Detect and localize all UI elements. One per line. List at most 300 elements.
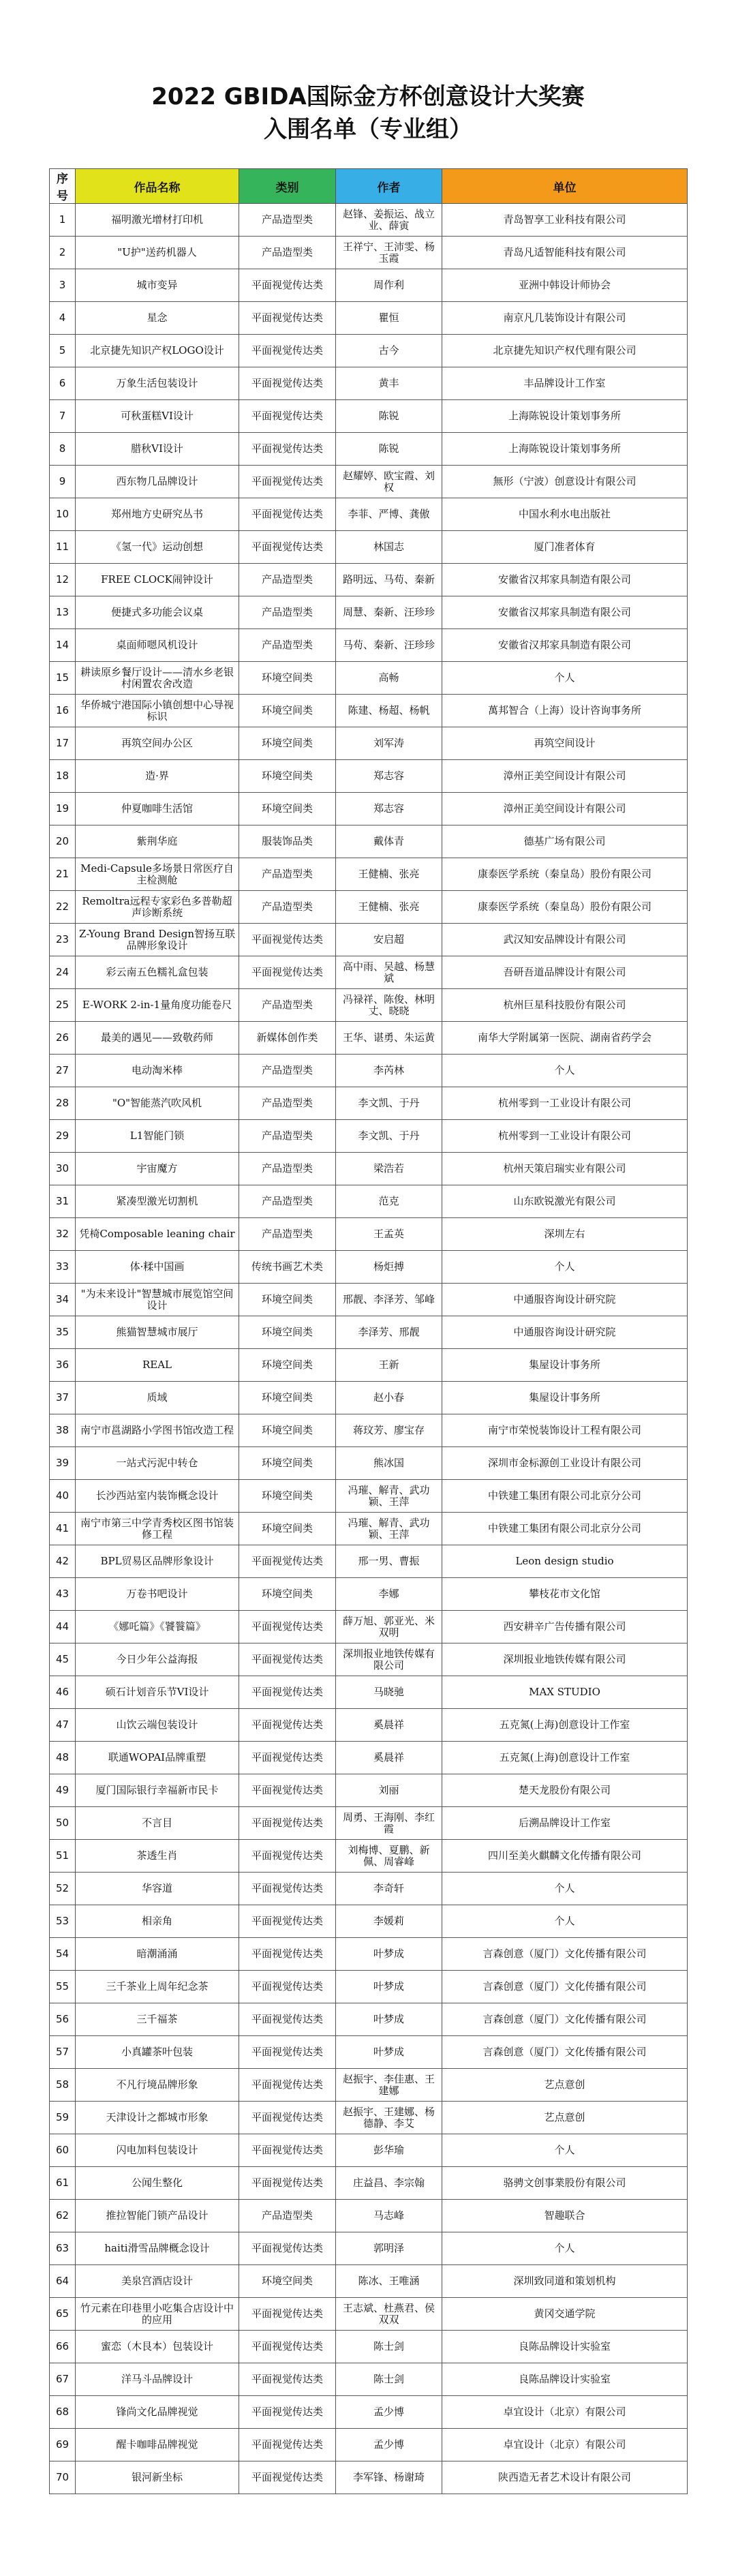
work-name: 南宁市邕湖路小学图书馆改造工程: [76, 1414, 239, 1447]
work-name: 推拉智能门锁产品设计: [76, 2200, 239, 2232]
work-name: 万卷书吧设计: [76, 1578, 239, 1611]
work-name: 北京捷先知识产权LOGO设计: [76, 335, 239, 367]
work-name: REAL: [76, 1349, 239, 1382]
category: 平面视觉传达类: [239, 1774, 336, 1807]
table-row: [50, 1284, 688, 1316]
row-number: 46: [50, 1676, 76, 1709]
category: 产品造型类: [239, 1120, 336, 1153]
unit: 西安耕辛广告传播有限公司: [442, 1611, 688, 1643]
author: 周勇、王海刚、李红霞: [336, 1807, 442, 1840]
author: 黄丰: [336, 367, 442, 400]
unit: 南华大学附属第一医院、湖南省药学会: [442, 1022, 688, 1055]
unit: 深圳致同道和策划机构: [442, 2265, 688, 2298]
header-name: 作品名称: [76, 169, 239, 204]
category: 平面视觉传达类: [239, 2429, 336, 2461]
category: 传统书画艺术类: [239, 1251, 336, 1284]
category: 平面视觉传达类: [239, 433, 336, 466]
row-number: 23: [50, 924, 76, 956]
author: 冯璀、解青、武功颖、王萍: [336, 1513, 442, 1545]
row-number: 22: [50, 891, 76, 924]
author: 高畅: [336, 662, 442, 695]
unit: 無形（宁波）创意设计有限公司: [442, 466, 688, 498]
unit: 言森创意（厦门）文化传播有限公司: [442, 2036, 688, 2069]
unit: 个人: [442, 1251, 688, 1284]
unit: 上海陈锐设计策划事务所: [442, 433, 688, 466]
work-name: 城市变异: [76, 269, 239, 302]
table-row: [50, 466, 688, 498]
category: 环境空间类: [239, 1414, 336, 1447]
table-row: [50, 1873, 688, 1905]
row-number: 63: [50, 2232, 76, 2265]
table-body: [50, 204, 688, 2494]
row-number: 18: [50, 760, 76, 793]
author: 杨炬搏: [336, 1251, 442, 1284]
work-name: FREE CLOCK闹钟设计: [76, 564, 239, 596]
work-name: 电动淘米棒: [76, 1055, 239, 1087]
work-name: 郑州地方史研究丛书: [76, 498, 239, 531]
author: 古今: [336, 335, 442, 367]
author: 李奇轩: [336, 1873, 442, 1905]
table-row: [50, 629, 688, 662]
author: 路明远、马苟、秦新: [336, 564, 442, 596]
table-row: [50, 1447, 688, 1480]
header-author: 作者: [336, 169, 442, 204]
finalist-table: [49, 168, 688, 2494]
category: 平面视觉传达类: [239, 367, 336, 400]
header-no: 序号: [50, 169, 76, 204]
category: 平面视觉传达类: [239, 400, 336, 433]
row-number: 26: [50, 1022, 76, 1055]
table-row: [50, 433, 688, 466]
category: 产品造型类: [239, 629, 336, 662]
row-number: 2: [50, 237, 76, 269]
row-number: 20: [50, 825, 76, 858]
row-number: 62: [50, 2200, 76, 2232]
row-number: 32: [50, 1218, 76, 1251]
row-number: 70: [50, 2461, 76, 2494]
category: 产品造型类: [239, 1055, 336, 1087]
unit: 康泰医学系统（秦皇岛）股份有限公司: [442, 858, 688, 891]
category: 平面视觉传达类: [239, 2396, 336, 2429]
table-row: [50, 1022, 688, 1055]
category: 产品造型类: [239, 237, 336, 269]
table-row: [50, 924, 688, 956]
unit: 南宁市荣悦装饰设计工程有限公司: [442, 1414, 688, 1447]
category: 平面视觉传达类: [239, 2134, 336, 2167]
unit: 武汉知安品牌设计有限公司: [442, 924, 688, 956]
author: 刘丽: [336, 1774, 442, 1807]
category: 产品造型类: [239, 564, 336, 596]
unit: 深圳市金标源创工业设计有限公司: [442, 1447, 688, 1480]
category: 平面视觉传达类: [239, 2102, 336, 2134]
author: 瞿恒: [336, 302, 442, 335]
author: 周作利: [336, 269, 442, 302]
author: 李娜: [336, 1578, 442, 1611]
category: 环境空间类: [239, 1447, 336, 1480]
category: 平面视觉传达类: [239, 1643, 336, 1676]
row-number: 57: [50, 2036, 76, 2069]
work-name: 《娜吒篇》《饕餮篇》: [76, 1611, 239, 1643]
work-name: 仲夏咖啡生活馆: [76, 793, 239, 825]
author: 王新: [336, 1349, 442, 1382]
work-name: Medi-Capsule多场景日常医疗自主检测舱: [76, 858, 239, 891]
work-name: 腊秋VI设计: [76, 433, 239, 466]
author: 王健楠、张亮: [336, 891, 442, 924]
category: 环境空间类: [239, 1284, 336, 1316]
category: 平面视觉传达类: [239, 2069, 336, 2102]
work-name: BPL贸易区品牌形象设计: [76, 1545, 239, 1578]
row-number: 51: [50, 1840, 76, 1873]
table-row: [50, 1480, 688, 1513]
work-name: 便捷式多功能会议桌: [76, 596, 239, 629]
author: 叶梦成: [336, 1971, 442, 2003]
row-number: 33: [50, 1251, 76, 1284]
table-row: [50, 1774, 688, 1807]
work-name: 长沙西站室内装饰概念设计: [76, 1480, 239, 1513]
author: 奚晨祥: [336, 1742, 442, 1774]
document-title: [0, 0, 736, 164]
row-number: 68: [50, 2396, 76, 2429]
table-row: [50, 1905, 688, 1938]
unit: 中通服咨询设计研究院: [442, 1284, 688, 1316]
row-number: 17: [50, 727, 76, 760]
unit: 集屋设计事务所: [442, 1349, 688, 1382]
unit: 漳州正美空间设计有限公司: [442, 793, 688, 825]
unit: 良陈品牌设计实验室: [442, 2331, 688, 2363]
table-row: [50, 1316, 688, 1349]
author: 赵振宇、李佳惠、王建娜: [336, 2069, 442, 2102]
work-name: 不言目: [76, 1807, 239, 1840]
author: 高中雨、吴越、杨慧斌: [336, 956, 442, 989]
author: 李文凯、于丹: [336, 1087, 442, 1120]
unit: 安徽省汉邦家具制造有限公司: [442, 596, 688, 629]
category: 平面视觉传达类: [239, 1840, 336, 1873]
row-number: 42: [50, 1545, 76, 1578]
row-number: 7: [50, 400, 76, 433]
row-number: 24: [50, 956, 76, 989]
work-name: 福明激光增材打印机: [76, 204, 239, 237]
author: 邢靓、李泽芳、邹峰: [336, 1284, 442, 1316]
author: 薛万旭、郭亚光、米双明: [336, 1611, 442, 1643]
author: 冯禄祥、陈俊、林明丈、晓晓: [336, 989, 442, 1022]
row-number: 12: [50, 564, 76, 596]
work-name: "为未来设计"智慧城市展览馆空间设计: [76, 1284, 239, 1316]
row-number: 37: [50, 1382, 76, 1414]
table-row: [50, 1349, 688, 1382]
category: 平面视觉传达类: [239, 2167, 336, 2200]
author: 李媛莉: [336, 1905, 442, 1938]
category: 平面视觉传达类: [239, 1971, 336, 2003]
category: 环境空间类: [239, 1480, 336, 1513]
category: 产品造型类: [239, 989, 336, 1022]
author: 郑志容: [336, 760, 442, 793]
author: 赵小春: [336, 1382, 442, 1414]
work-name: Z-Young Brand Design智扬互联品牌形象设计: [76, 924, 239, 956]
category: 平面视觉传达类: [239, 302, 336, 335]
work-name: 小真罐茶叶包装: [76, 2036, 239, 2069]
unit: Leon design studio: [442, 1545, 688, 1578]
category: 平面视觉传达类: [239, 269, 336, 302]
row-number: 25: [50, 989, 76, 1022]
table-row: [50, 1938, 688, 1971]
table-row: [50, 2167, 688, 2200]
header-unit: 单位: [442, 169, 688, 204]
work-name: 《氢一代》运动创想: [76, 531, 239, 564]
author: 陈士剑: [336, 2331, 442, 2363]
unit: 集屋设计事务所: [442, 1382, 688, 1414]
unit: 厦门准者体育: [442, 531, 688, 564]
table-row: [50, 564, 688, 596]
category: 环境空间类: [239, 793, 336, 825]
table-row: [50, 1120, 688, 1153]
category: 产品造型类: [239, 858, 336, 891]
table-row: [50, 2396, 688, 2429]
row-number: 29: [50, 1120, 76, 1153]
category: 服装饰品类: [239, 825, 336, 858]
category: 平面视觉传达类: [239, 1938, 336, 1971]
row-number: 60: [50, 2134, 76, 2167]
row-number: 40: [50, 1480, 76, 1513]
unit: 杭州零到一工业设计有限公司: [442, 1120, 688, 1153]
work-name: "O"智能蒸汽吹风机: [76, 1087, 239, 1120]
row-number: 15: [50, 662, 76, 695]
work-name: 耕读原乡餐厅设计——清水乡老银村闲置农舍改造: [76, 662, 239, 695]
category: 平面视觉传达类: [239, 2036, 336, 2069]
category: 平面视觉传达类: [239, 335, 336, 367]
table-row: [50, 2429, 688, 2461]
table-row: [50, 2102, 688, 2134]
work-name: 银河新坐标: [76, 2461, 239, 2494]
table-row: [50, 2232, 688, 2265]
work-name: 再筑空间办公区: [76, 727, 239, 760]
unit: 四川至美火麒麟文化传播有限公司: [442, 1840, 688, 1873]
category: 平面视觉传达类: [239, 1676, 336, 1709]
unit: 杭州天策启瑞实业有限公司: [442, 1153, 688, 1185]
unit: 黄冈交通学院: [442, 2298, 688, 2331]
row-number: 27: [50, 1055, 76, 1087]
work-name: 闪电加料包装设计: [76, 2134, 239, 2167]
unit: 深圳左右: [442, 1218, 688, 1251]
table-row: [50, 1251, 688, 1284]
work-name: 南宁市第三中学青秀校区图书馆装修工程: [76, 1513, 239, 1545]
table-row: [50, 825, 688, 858]
unit: MAX STUDIO: [442, 1676, 688, 1709]
work-name: 硕石计划音乐节VI设计: [76, 1676, 239, 1709]
table-row: [50, 2069, 688, 2102]
category: 平面视觉传达类: [239, 924, 336, 956]
work-name: E-WORK 2-in-1量角度功能卷尺: [76, 989, 239, 1022]
work-name: 不凡行境品牌形象: [76, 2069, 239, 2102]
row-number: 31: [50, 1185, 76, 1218]
table-row: [50, 2036, 688, 2069]
category: 产品造型类: [239, 1153, 336, 1185]
author: 安启超: [336, 924, 442, 956]
work-name: 山饮云端包装设计: [76, 1709, 239, 1742]
work-name: 彩云南五色糯礼盒包装: [76, 956, 239, 989]
author: 马志峰: [336, 2200, 442, 2232]
category: 平面视觉传达类: [239, 2298, 336, 2331]
unit: 卓宜设计（北京）有限公司: [442, 2429, 688, 2461]
table-row: [50, 1153, 688, 1185]
table-row: [50, 695, 688, 727]
unit: 中通服咨询设计研究院: [442, 1316, 688, 1349]
row-number: 10: [50, 498, 76, 531]
author: 马苟、秦新、汪珍珍: [336, 629, 442, 662]
category: 新媒体创作类: [239, 1022, 336, 1055]
row-number: 4: [50, 302, 76, 335]
author: 邢一男、曹振: [336, 1545, 442, 1578]
title-line-1: 2022 GBIDA国际金方杯创意设计大奖赛: [151, 83, 585, 110]
work-name: "U护"送药机器人: [76, 237, 239, 269]
author: 李菲、严博、龚傲: [336, 498, 442, 531]
work-name: 三千茶业上周年纪念茶: [76, 1971, 239, 2003]
table-row: [50, 1087, 688, 1120]
author: 刘梅博、夏鹏、新佩、周睿峰: [336, 1840, 442, 1873]
row-number: 56: [50, 2003, 76, 2036]
row-number: 67: [50, 2363, 76, 2396]
work-name: 造·界: [76, 760, 239, 793]
category: 平面视觉传达类: [239, 1807, 336, 1840]
work-name: 桌面师嗯风机设计: [76, 629, 239, 662]
row-number: 34: [50, 1284, 76, 1316]
category: 环境空间类: [239, 1382, 336, 1414]
table-row: [50, 1185, 688, 1218]
author: 叶梦成: [336, 2036, 442, 2069]
category: 产品造型类: [239, 1185, 336, 1218]
table-row: [50, 2003, 688, 2036]
row-number: 52: [50, 1873, 76, 1905]
unit: 个人: [442, 1055, 688, 1087]
work-name: 美泉宫酒店设计: [76, 2265, 239, 2298]
row-number: 64: [50, 2265, 76, 2298]
unit: 中铁建工集团有限公司北京分公司: [442, 1480, 688, 1513]
row-number: 54: [50, 1938, 76, 1971]
category: 平面视觉传达类: [239, 1742, 336, 1774]
row-number: 11: [50, 531, 76, 564]
category: 平面视觉传达类: [239, 1905, 336, 1938]
unit: 青岛凡适智能科技有限公司: [442, 237, 688, 269]
work-name: 锋尚文化品牌视觉: [76, 2396, 239, 2429]
row-number: 43: [50, 1578, 76, 1611]
author: 郑志容: [336, 793, 442, 825]
unit: 后溯品牌设计工作室: [442, 1807, 688, 1840]
table-row: [50, 1578, 688, 1611]
work-name: L1智能门锁: [76, 1120, 239, 1153]
category: 产品造型类: [239, 596, 336, 629]
table-row: [50, 760, 688, 793]
unit: 南京凡几装饰设计有限公司: [442, 302, 688, 335]
row-number: 13: [50, 596, 76, 629]
table-row: [50, 1545, 688, 1578]
author: 梁浩若: [336, 1153, 442, 1185]
unit: 言森创意（厦门）文化传播有限公司: [442, 1971, 688, 2003]
row-number: 35: [50, 1316, 76, 1349]
author: 赵振宇、王建娜、杨德静、李艾: [336, 2102, 442, 2134]
author: 王健楠、张亮: [336, 858, 442, 891]
author: 范克: [336, 1185, 442, 1218]
work-name: 公闻生整化: [76, 2167, 239, 2200]
table-row: [50, 498, 688, 531]
unit: 个人: [442, 2134, 688, 2167]
author: 郭明泽: [336, 2232, 442, 2265]
category: 平面视觉传达类: [239, 1709, 336, 1742]
row-number: 36: [50, 1349, 76, 1382]
unit: 五克氮(上海)创意设计工作室: [442, 1742, 688, 1774]
unit: 言森创意（厦门）文化传播有限公司: [442, 2003, 688, 2036]
author: 李泽芳、邢靓: [336, 1316, 442, 1349]
row-number: 66: [50, 2331, 76, 2363]
row-number: 45: [50, 1643, 76, 1676]
row-number: 65: [50, 2298, 76, 2331]
work-name: 华侨城宁港国际小镇创想中心导视标识: [76, 695, 239, 727]
table-row: [50, 1643, 688, 1676]
author: 冯璀、解青、武功颖、王萍: [336, 1480, 442, 1513]
table-row: [50, 727, 688, 760]
category: 平面视觉传达类: [239, 2232, 336, 2265]
category: 环境空间类: [239, 2265, 336, 2298]
work-name: 熊猫智慧城市展厅: [76, 1316, 239, 1349]
table-header-row: [50, 169, 688, 204]
table-row: [50, 2363, 688, 2396]
row-number: 14: [50, 629, 76, 662]
unit: 康泰医学系统（秦皇岛）股份有限公司: [442, 891, 688, 924]
row-number: 53: [50, 1905, 76, 1938]
unit: 攀枝花市文化馆: [442, 1578, 688, 1611]
work-name: 质域: [76, 1382, 239, 1414]
title-line-2: 入围名单（专业组）: [264, 116, 472, 143]
category: 平面视觉传达类: [239, 2331, 336, 2363]
work-name: 紫荆华庭: [76, 825, 239, 858]
row-number: 21: [50, 858, 76, 891]
unit: 骆骋文创事業股份有限公司: [442, 2167, 688, 2200]
table-row: [50, 1513, 688, 1545]
table-row: [50, 1807, 688, 1840]
category: 平面视觉传达类: [239, 1873, 336, 1905]
row-number: 59: [50, 2102, 76, 2134]
table-row: [50, 2265, 688, 2298]
table-row: [50, 662, 688, 695]
table-row: [50, 956, 688, 989]
row-number: 58: [50, 2069, 76, 2102]
row-number: 28: [50, 1087, 76, 1120]
author: 庄益昌、李宗翰: [336, 2167, 442, 2200]
category: 环境空间类: [239, 727, 336, 760]
author: 周慧、秦新、汪珍珍: [336, 596, 442, 629]
work-name: 天津设计之都城市形象: [76, 2102, 239, 2134]
table-row: [50, 2461, 688, 2494]
table-row: [50, 1840, 688, 1873]
category: 平面视觉传达类: [239, 956, 336, 989]
table-row: [50, 269, 688, 302]
table-row: [50, 2298, 688, 2331]
row-number: 38: [50, 1414, 76, 1447]
author: 陈士剑: [336, 2363, 442, 2396]
author: 王孟英: [336, 1218, 442, 1251]
work-name: 可秋蛋糕VI设计: [76, 400, 239, 433]
work-name: 联通WOPAI品牌重塑: [76, 1742, 239, 1774]
work-name: 最美的遇见——致敬药师: [76, 1022, 239, 1055]
work-name: 西东物几品牌设计: [76, 466, 239, 498]
work-name: 华容道: [76, 1873, 239, 1905]
unit: 艺点意创: [442, 2069, 688, 2102]
category: 产品造型类: [239, 891, 336, 924]
header-category: 类别: [239, 169, 336, 204]
row-number: 47: [50, 1709, 76, 1742]
table-row: [50, 858, 688, 891]
table-row: [50, 1382, 688, 1414]
table-row: [50, 1742, 688, 1774]
work-name: 万象生活包装设计: [76, 367, 239, 400]
